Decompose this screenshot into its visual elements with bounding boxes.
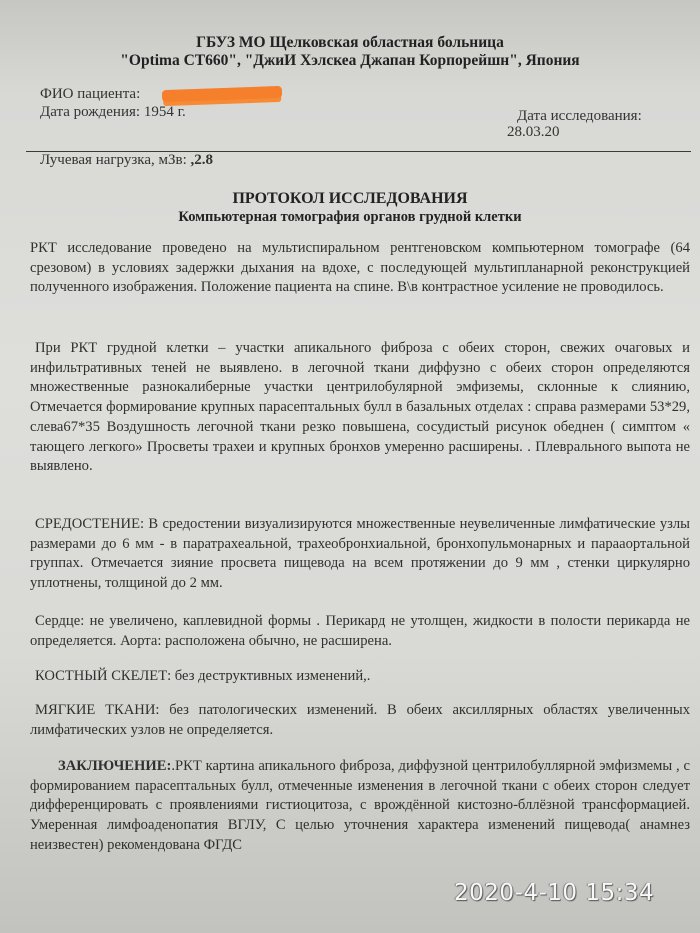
conclusion-paragraph <box>30 757 690 856</box>
soft-tissue-paragraph: МЯГКИЕ ТКАНИ: без патологических изменений. В обеих аксиллярных областях увеличенных лимфатических узлов не определяется. <box>30 702 690 738</box>
patient-name-label: ФИО пациента: <box>40 86 141 102</box>
patient-name-redaction <box>162 86 282 102</box>
radiation-dose-label: Лучевая нагрузка, мЗв: <box>40 152 187 168</box>
study-date-value: 28.03.20 <box>507 124 560 140</box>
equipment-line: "Optima CT660", "ДжиИ Хэлскеа Джапан Корпорейшн", Япония <box>120 52 580 69</box>
institution-name: ГБУЗ МО Щелковская областная больница <box>196 34 504 51</box>
lungs-paragraph: При РКТ грудной клетки – участки апикального фиброза с обеих сторон, свежих очаговых и инфильтративных теней не выявлено. в легочной ткани диффузно с обеих сторон определяются множественные разнокалиберные участки центрилобулярной эмфиземы, склонные к слиянию, Отмечается формирование крупных парасептальных булл в базальных отделах : справа размерами 53*29, слева67*35 Воздушность легочной ткани резко повышена, сосудистый рисунок обеднен ( симптом « тающего легкого» Просветы трахеи и крупных бронхов умеренно расширены. . Плеврального выпота не выявлено. <box>30 340 690 475</box>
study-date-label: Дата исследования: <box>517 108 642 124</box>
radiation-dose-value: ,2.8 <box>190 152 213 168</box>
birth-date-label: Дата рождения: <box>40 104 141 120</box>
photo-timestamp: 2020-4-10 15:34 <box>454 880 655 906</box>
birth-date-value: 1954 г. <box>143 104 186 120</box>
heart-paragraph: Сердце: не увеличено, каплевидной формы . Перикард не утолщен, жидкости в полости перикарда не определяется. Аорта: расположена обычно, не расширена. <box>30 613 690 649</box>
radiation-dose-field <box>40 152 213 169</box>
protocol-title: ПРОТОКОЛ ИССЛЕДОВАНИЯ <box>232 190 468 207</box>
intro-paragraph: РКТ исследование проведено на мультиспиральном рентгеновском компьютерном томографе (64 срезовом) в условиях задержки дыхания на вдохе, с последующей мультипланарной реконструкцией полученного изображения. Положение пациента на спине. В\в контрастное усиление не проводилось. <box>30 240 690 296</box>
birth-date-field <box>40 104 186 121</box>
mediastinum-paragraph: СРЕДОСТЕНИЕ: В средостении визуализируются множественные неувеличенные лимфатические узлы размерами до 6 мм - в паратрахеальной, трахеобронхиальной, бронхопульмонарных и парааортальной группах. Отмечается зияние просвета пищевода на всем протяжении до 9 мм , стенки циркулярно уплотнены, толщиной до 2 мм. <box>30 516 690 592</box>
bone-paragraph: КОСТНЫЙ СКЕЛЕТ: без деструктивных изменений,. <box>35 668 371 684</box>
conclusion-label: ЗАКЛЮЧЕНИЕ: <box>58 758 172 774</box>
conclusion-text: .РКТ картина апикального фиброза, диффузной центрилобуллярной эмфизмемы , с формированием парасептальных булл, отмеченные изменения в легочной ткани с обеих сторон следует дифференцировать с проявлениями гистиоцитоза, с врождённой кистозно-бллёзной трансформацией. Умеренная лимфоаденопатия ВГЛУ, С целью уточнения характера изменений пищевода( анамнез неизвестен) рекомендована ФГДС <box>30 758 690 853</box>
protocol-subtitle: Компьютерная томография органов грудной клетки <box>178 209 522 225</box>
